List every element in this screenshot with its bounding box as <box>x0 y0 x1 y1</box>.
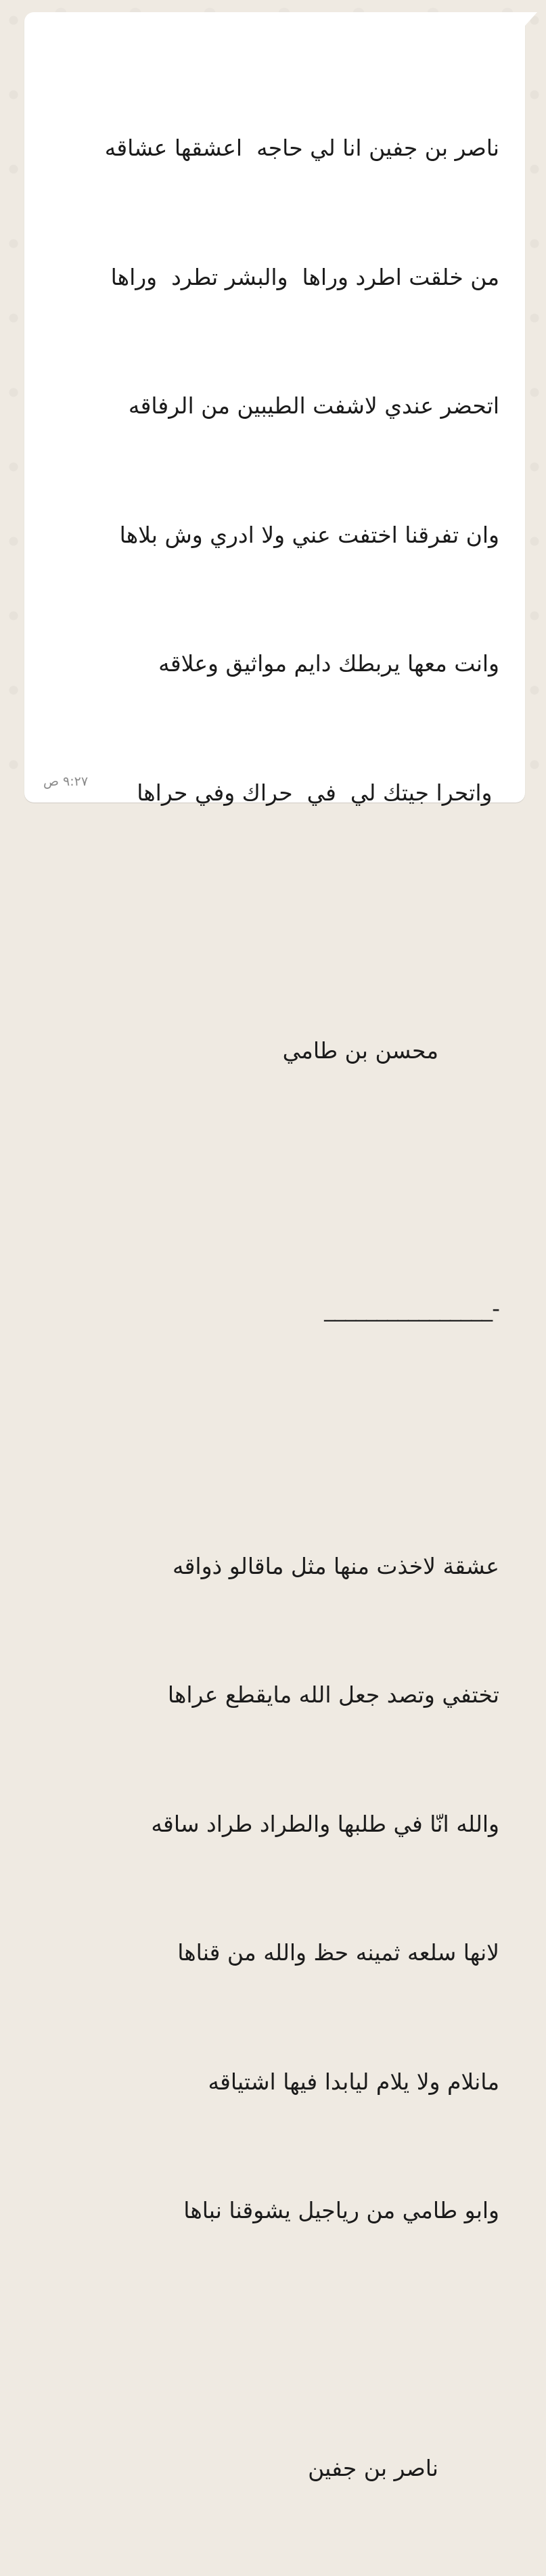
blank-line <box>39 900 499 943</box>
blank-line <box>39 1158 499 1201</box>
message-text <box>39 41 499 2576</box>
poem-line: اتحضر عندي لاشفت الطيبين من الرفاقه <box>128 392 499 419</box>
bubble-tail <box>525 12 537 26</box>
signature-mohsen: محسن بن طامي <box>282 1037 438 1064</box>
poem-line: وان تفرقنا اختفت عني ولا ادري وش بلاها <box>119 521 499 548</box>
poem-line: ناصر بن جفين انا لي حاجه اعشقها عشاقه <box>104 135 499 161</box>
poem-line: واتحرا جيتك لي في حراك وفي حراها <box>137 779 499 806</box>
poem-line: عشقة لاخذت منها مثل ماقالو ذواقه <box>172 1552 499 1579</box>
poem-line: تختفي وتصد جعل الله مايقطع عراها <box>167 1681 499 1708</box>
poem-line: وانت معها يربطك دايم مواثيق وعلاقه <box>158 650 499 677</box>
poem-line: لانها سلعه ثمينه حظ والله من قناها <box>177 1939 499 1966</box>
message-bubble[interactable] <box>24 12 525 2481</box>
poem-line: والله انّا في طلبها والطراد طراد ساقه <box>151 1810 499 1837</box>
separator-line: -________________ <box>324 1294 499 1321</box>
blank-line <box>39 2318 499 2362</box>
poem-line: من خلقت اطرد وراها والبشر تطرد وراها <box>110 263 499 290</box>
poem-line: وابو طامي من رياجيل يشوقنا نباها <box>183 2197 499 2223</box>
blank-line <box>39 1416 499 1459</box>
signature-nasser: ناصر بن جفين <box>308 2455 438 2481</box>
message-timestamp: ٩:٢٧ ص <box>43 774 89 789</box>
poem-line: مانلام ولا يلام ليابدا فيها اشتياقه <box>208 2068 499 2095</box>
